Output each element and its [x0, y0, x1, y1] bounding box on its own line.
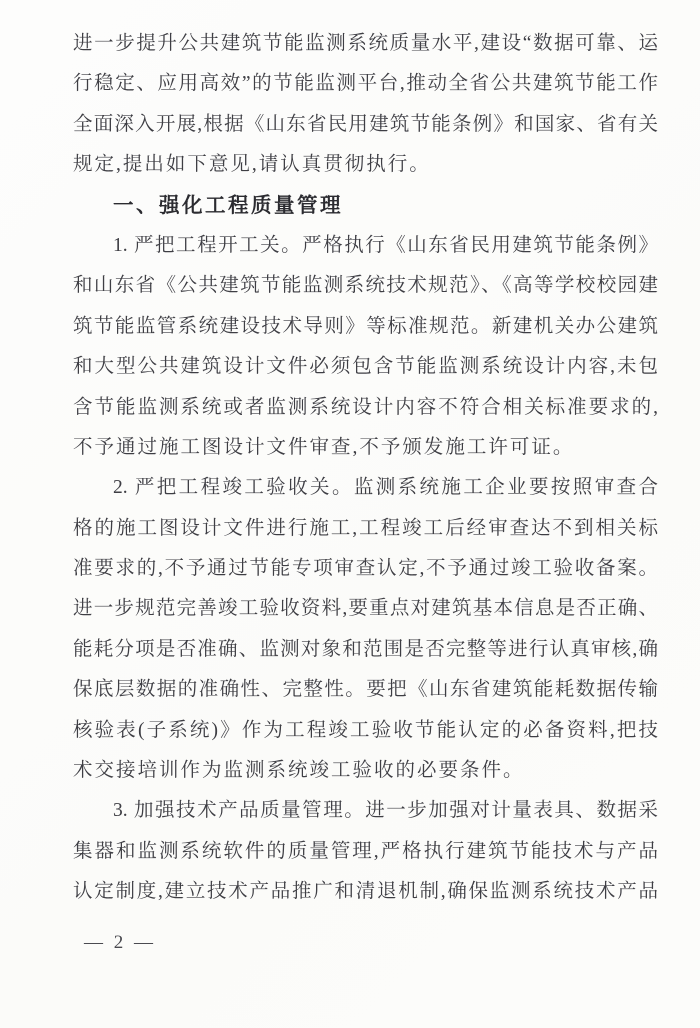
text-line: 能耗分项是否准确、监测对象和范围是否完整等进行认真审核,确 [73, 638, 658, 660]
text-line: 进一步提升公共建筑节能监测系统质量水平,建设“数据可靠、运 [73, 33, 658, 54]
text-line: 1. 严把工程开工关。严格执行《山东省民用建筑节能条例》 [113, 234, 658, 256]
text-line: 不予通过施工图设计文件审查,不予颁发施工许可证。 [73, 436, 575, 458]
text-line: 2. 严把工程竣工验收关。监测系统施工企业要按照审查合 [113, 477, 658, 499]
text-line: 认定制度,建立技术产品推广和清退机制,确保监测系统技术产品 [73, 881, 658, 903]
text-line: 术交接培训作为监测系统竣工验收的必要条件。 [73, 760, 525, 782]
section-heading: 一、强化工程质量管理 [113, 193, 343, 217]
text-line: 进一步规范完善竣工验收资料,要重点对建筑基本信息是否正确、 [73, 598, 658, 620]
text-line: 行稳定、应用高效”的节能监测平台,推动全省公共建筑节能工作 [73, 73, 658, 95]
text-line: 含节能监测系统或者监测系统设计内容不符合相关标准要求的, [73, 396, 658, 418]
text-line: 和山东省《公共建筑节能监测系统技术规范》、《高等学校校园建 [73, 275, 658, 297]
text-line: 3. 加强技术产品质量管理。进一步加强对计量表具、数据采 [113, 800, 658, 822]
text-line: 筑节能监管系统建设技术导则》等标准规范。新建机关办公建筑 [73, 315, 658, 337]
text-line: 和大型公共建筑设计文件必须包含节能监测系统设计内容,未包 [73, 356, 658, 378]
text-line: 全面深入开展,根据《山东省民用建筑节能条例》和国家、省有关 [73, 113, 658, 135]
text-line: 规定,提出如下意见,请认真贯彻执行。 [73, 154, 431, 176]
text-line: 集器和监测系统软件的质量管理,严格执行建筑节能技术与产品 [73, 840, 658, 862]
text-line: 格的施工图设计文件进行施工,工程竣工后经审查达不到相关标 [73, 517, 658, 539]
text-line: 核验表(子系统)》作为工程竣工验收节能认定的必备资料,把技 [73, 719, 658, 741]
text-line: 准要求的,不予通过节能专项审查认定,不予通过竣工验收备案。 [73, 558, 658, 580]
page-number: — 2 — [84, 932, 156, 953]
document-body [73, 24, 658, 913]
text-line: 保底层数据的准确性、完整性。要把《山东省建筑能耗数据传输 [73, 679, 658, 701]
